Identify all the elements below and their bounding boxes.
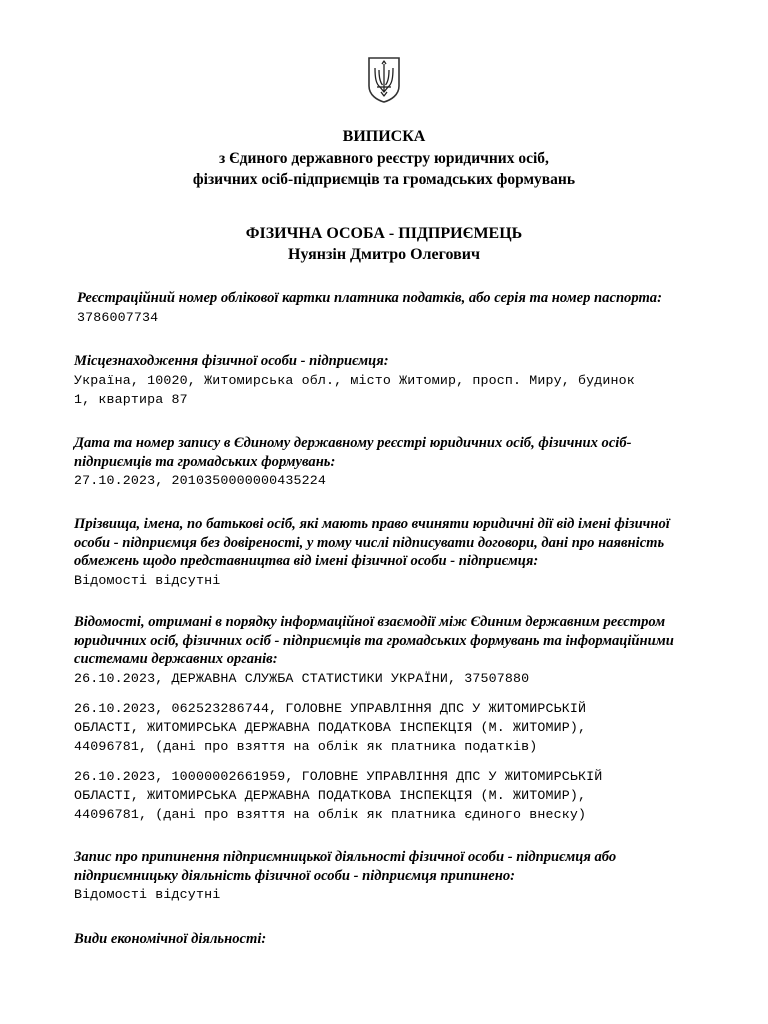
entity-type-heading: ФІЗИЧНА ОСОБА - ПІДПРИЄМЕЦЬ <box>245 225 523 242</box>
tax-number-label: Реєстраційний номер облікової картки платника податків, або серія та номер паспорта: <box>77 290 662 306</box>
termination-label-line2: підприємницьку діяльність фізичної особи - підприємця припинено: <box>74 867 516 884</box>
info-exchange-entry-2-line3: 44096781, (дані про взяття на облік як платника податків) <box>74 738 538 754</box>
location-label: Місцезнаходження фізичної особи - підприємця: <box>74 353 389 369</box>
info-exchange-entry-1: 26.10.2023, ДЕРЖАВНА СЛУЖБА СТАТИСТИКИ УКРАЇНИ, 37507880 <box>74 670 530 686</box>
location-value-line2: 1, квартира 87 <box>74 391 188 407</box>
location-value-line1: Україна, 10020, Житомирська обл., місто Житомир, просп. Миру, будинок <box>74 372 635 388</box>
representatives-label-line1: Прізвища, імена, по батькові осіб, які мають право вчиняти юридичні дії від імені фізичної <box>74 516 670 532</box>
representatives-section <box>74 515 714 590</box>
info-exchange-entry-3-line3: 44096781, (дані про взяття на облік як платника єдиного внеску) <box>74 806 587 822</box>
info-exchange-entry-2-line1: 26.10.2023, 062523286744, ГОЛОВНЕ УПРАВЛІННЯ ДПС У ЖИТОМИРСЬКІЙ <box>74 700 587 716</box>
registration-label-line2: підприємців та громадських формувань: <box>74 453 336 470</box>
person-name-heading: Нуянзін Дмитро Олегович <box>288 246 480 263</box>
document-title: ВИПИСКА <box>342 128 426 145</box>
termination-value: Відомості відсутні <box>74 887 221 902</box>
representatives-value: Відомості відсутні <box>74 572 221 588</box>
activities-label: Види економічної діяльності: <box>74 931 267 947</box>
termination-section <box>74 848 714 904</box>
document-subtitle-line2: фізичних осіб-підприємців та громадських формувань <box>192 171 576 188</box>
ukraine-coat-of-arms-icon <box>367 56 401 104</box>
location-section <box>74 352 714 409</box>
info-exchange-entry-2-line2: ОБЛАСТІ, ЖИТОМИРСЬКА ДЕРЖАВНА ПОДАТКОВА ІНСПЕКЦІЯ (М. ЖИТОМИР), <box>74 719 587 735</box>
document-subtitle-line1: з Єдиного державного реєстру юридичних осіб, <box>219 150 549 167</box>
info-exchange-label-line3: системами державних органів: <box>74 651 278 667</box>
info-exchange-label-line1: Відомості, отримані в порядку інформаційної взаємодії між Єдиним державним реєстром <box>74 614 666 630</box>
registration-label-line1: Дата та номер запису в Єдиному державному реєстрі юридичних осіб, фізичних осіб- <box>74 435 632 451</box>
tax-number-value: 3786007734 <box>77 309 159 325</box>
activities-section <box>74 930 714 949</box>
representatives-label-line2: особи - підприємця без довіреності, у тому числі підписувати договори, дані про наявність <box>74 534 665 551</box>
representatives-label-line3: обмежень щодо представництва від імені фізичної особи - підприємця: <box>74 553 539 569</box>
info-exchange-entry-3-line2: ОБЛАСТІ, ЖИТОМИРСЬКА ДЕРЖАВНА ПОДАТКОВА ІНСПЕКЦІЯ (М. ЖИТОМИР), <box>74 787 587 803</box>
info-exchange-entry-3-line1: 26.10.2023, 10000002661959, ГОЛОВНЕ УПРАВЛІННЯ ДПС У ЖИТОМИРСЬКІЙ <box>74 768 603 784</box>
info-exchange-label-line2: юридичних осіб, фізичних осіб - підприємців та громадських формувань та інформаційними <box>74 632 674 649</box>
termination-label-line1: Запис про припинення підприємницької діяльності фізичної особи - підприємця або <box>74 849 617 865</box>
tax-number-section <box>77 289 717 327</box>
registration-value: 27.10.2023, 2010350000000435224 <box>74 473 327 488</box>
registration-section <box>74 434 714 490</box>
info-exchange-section <box>74 613 714 824</box>
